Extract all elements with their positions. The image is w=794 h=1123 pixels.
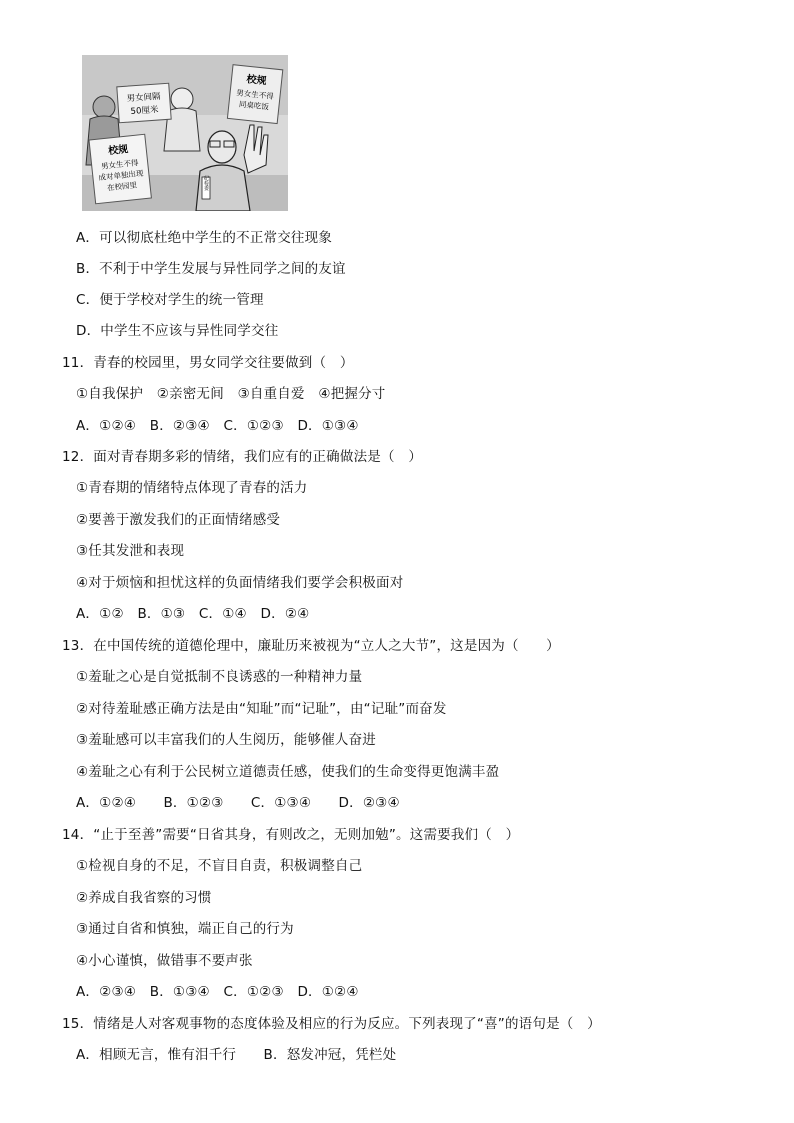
cartoon-illustration: [82, 55, 288, 211]
q12-choices: A．①② B．①③ C．①④ D．②④: [76, 606, 310, 622]
q13-stem: 13．在中国传统的道德伦理中，廉耻历来被视为“立人之大节”，这是因为（ ）: [62, 638, 560, 654]
rule-note-right-line1: 男女生不得: [235, 88, 275, 102]
q14-stem: 14．“止于至善”需要“日省其身，有则改之，无则加勉”。这需要我们（ ）: [62, 827, 520, 843]
q14-item-3: ③通过自省和慎独，端正自己的行为: [76, 921, 294, 937]
q11-stem: 11．青春的校园里，男女同学交往要做到（ ）: [62, 355, 354, 371]
q15-stem: 15．情绪是人对客观事物的态度体验及相应的行为反应。下列表现了“喜”的语句是（ ）: [62, 1016, 601, 1032]
rule-note-left-line2: 成对单独出现: [98, 168, 144, 183]
rule-note-left-line1: 男女生不得: [100, 158, 139, 171]
rule-note-right-line2: 同桌吃饭: [238, 99, 270, 112]
q13-item-1: ①羞耻之心是自觉抵制不良诱惑的一种精神力量: [76, 669, 363, 685]
q10-option-b: B．不利于中学生发展与异性同学之间的友谊: [76, 261, 346, 277]
q13-item-3: ③羞耻感可以丰富我们的人生阅历，能够催人奋进: [76, 732, 377, 748]
q12-item-2: ②要善于激发我们的正面情绪感受: [76, 512, 281, 528]
q12-item-1: ①青春期的情绪特点体现了青春的活力: [76, 480, 308, 496]
q15-choices: A．相顾无言，惟有泪千行 B．怒发冲冠，凭栏处: [76, 1047, 397, 1063]
rule-note-right-title: 校规: [245, 74, 268, 88]
q13-choices: A．①②④ B．①②③ C．①③④ D．②③④: [76, 795, 400, 811]
rule-note-left-line3: 在校园里: [106, 180, 138, 193]
q10-option-c: C．便于学校对学生的统一管理: [76, 292, 264, 308]
q11-choices: A．①②④ B．②③④ C．①②③ D．①③④: [76, 418, 359, 434]
q14-item-1: ①检视自身的不足，不盲目自责，积极调整自己: [76, 858, 363, 874]
q13-item-2: ②对待羞耻感正确方法是由“知耻”而“记耻”，由“记耻”而奋发: [76, 701, 447, 717]
q14-item-4: ④小心谨慎，做错事不要声张: [76, 953, 253, 969]
note-gap-line1: 男女间隔: [126, 91, 161, 105]
q12-item-3: ③任其发泄和表现: [76, 543, 185, 559]
q14-item-2: ②养成自我省察的习惯: [76, 890, 212, 906]
q13-item-4: ④羞耻之心有利于公民树立道德责任感，使我们的生命变得更饱满丰盈: [76, 764, 500, 780]
q11-items: ①自我保护 ②亲密无间 ③自重自爱 ④把握分寸: [76, 386, 386, 402]
q12-item-4: ④对于烦恼和担忧这样的负面情绪我们要学会积极面对: [76, 575, 404, 591]
q12-stem: 12．面对青春期多彩的情绪，我们应有的正确做法是（ ）: [62, 449, 423, 465]
q10-option-a: A．可以彻底杜绝中学生的不正常交往现象: [76, 230, 333, 246]
badge-label: 纪检委: [203, 175, 209, 191]
note-gap-line2: 50厘米: [130, 105, 159, 117]
q14-choices: A．②③④ B．①③④ C．①②③ D．①②④: [76, 984, 359, 1000]
rule-note-left-title: 校规: [107, 144, 129, 158]
q10-option-d: D．中学生不应该与异性同学交往: [76, 323, 279, 339]
